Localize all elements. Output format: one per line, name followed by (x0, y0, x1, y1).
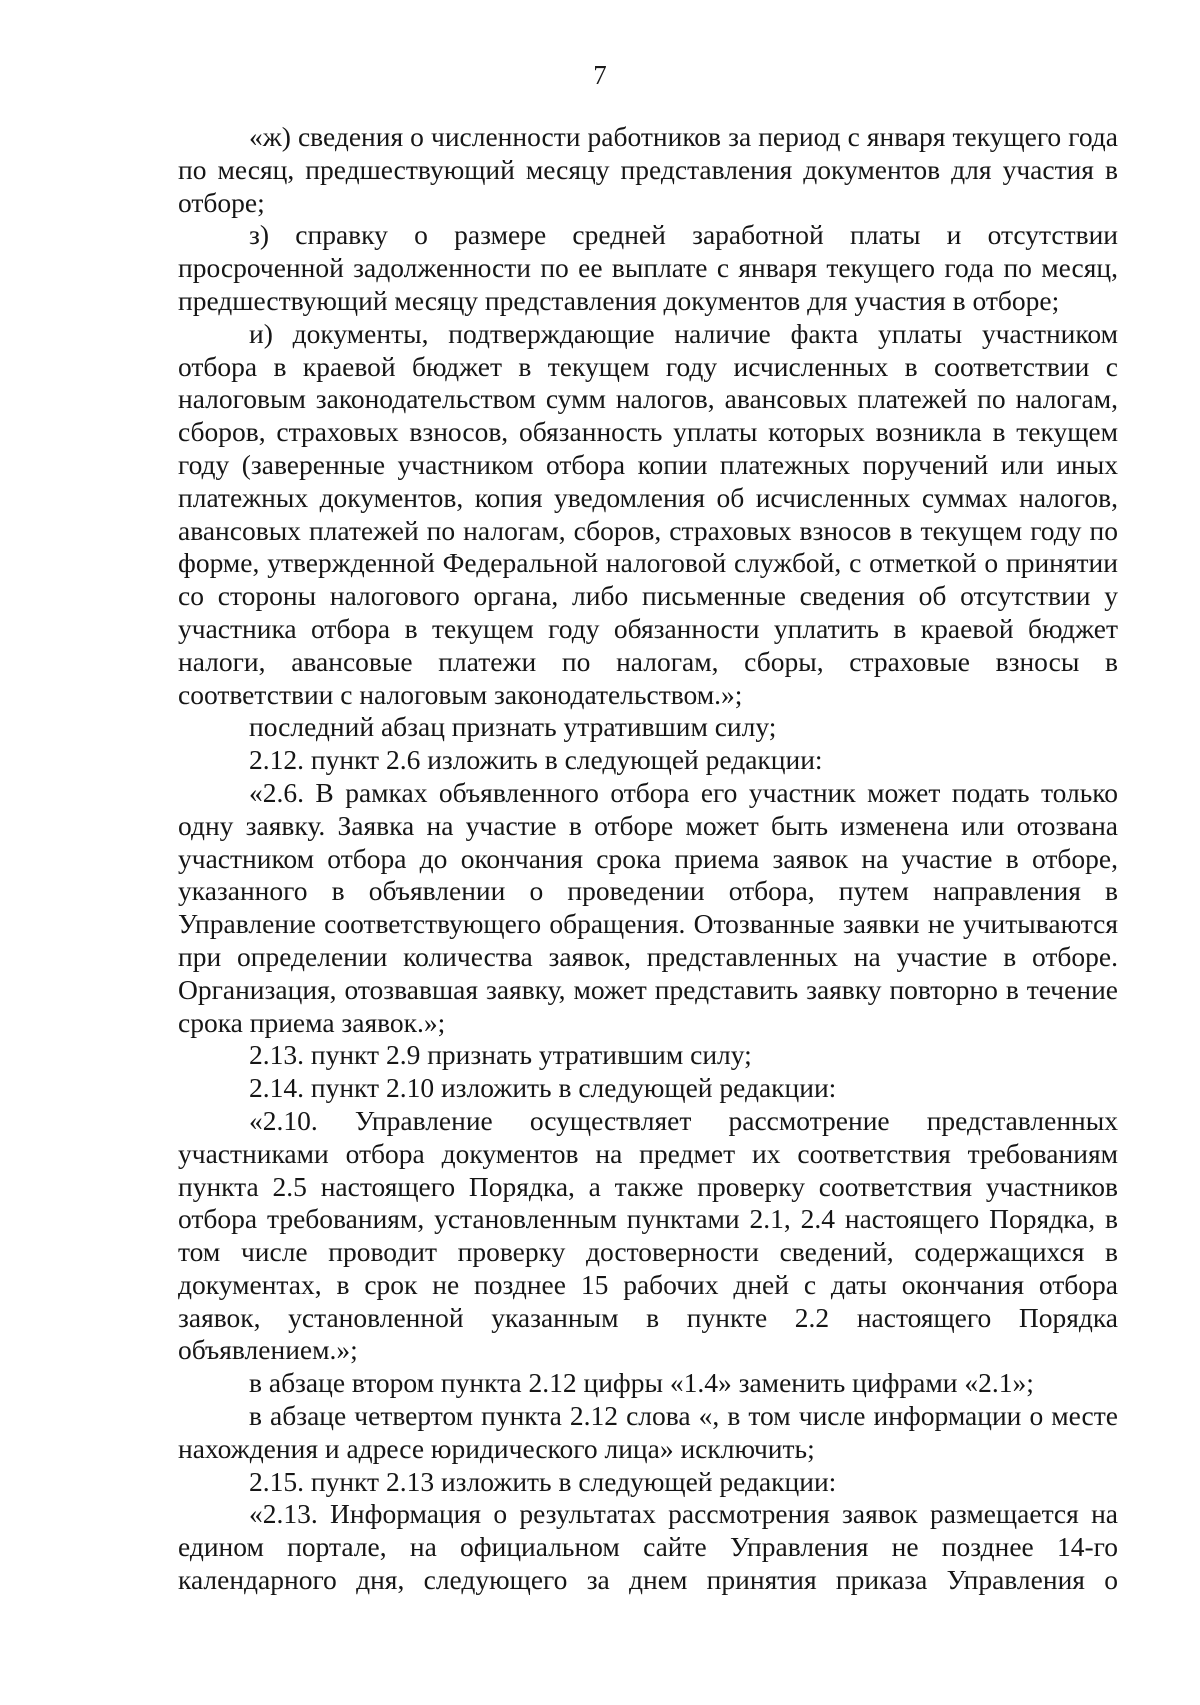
paragraph-last-abzac: последний абзац признать утратившим силу; (249, 711, 777, 743)
paragraph-2-15: 2.15. пункт 2.13 изложить в следующей редакции: (249, 1465, 837, 1497)
paragraph-abzac-chetvertom: в абзаце четвертом пункта 2.12 слова «, в том числе информации о месте нахождения и адресе юридического лица» исключить; (178, 1400, 1118, 1464)
paragraph-item-z: з) справку о размере средней заработной платы и отсутствии просроченной задолженности по ее выплате с января текущего года по месяц, предшествующий месяцу представления документов для участия в отборе; (178, 219, 1118, 316)
page-number: 7 (593, 60, 607, 90)
paragraph-2-13: 2.13. пункт 2.9 признать утратившим силу; (249, 1039, 752, 1071)
paragraph-item-i: и) документы, подтверждающие наличие факта уплаты участником отбора в краевой бюджет в текущем году исчисленных в соответствии с налоговым законодательством сумм налогов, авансовых платежей по налогам, сборов, страховых взносов, обязанность уплаты которых возникла в текущем году (заверенные участником отбора копии платежных поручений или иных платежных документов, копия уведомления об исчисленных суммах налогов, авансовых платежей по налогам, сборов, страховых взносов в текущем году по форме, утвержденной Федеральной налоговой службой, с отметкой о принятии со стороны налогового органа, либо письменные сведения об отсутствии у участника отбора в текущем году обязанности уплатить в краевой бюджет налоги, авансовые платежи по налогам, сборы, страховые взносы в соответствии с налоговым законодательством.»; (178, 317, 1118, 710)
paragraph-2-12: 2.12. пункт 2.6 изложить в следующей редакции: (249, 744, 823, 776)
paragraph-2-14: 2.14. пункт 2.10 изложить в следующей редакции: (249, 1072, 837, 1104)
document-body (178, 121, 1118, 1597)
paragraph-item-zh: «ж) сведения о численности работников за период с января текущего года по месяц, предшествующий месяцу представления документов для участия в отборе; (178, 121, 1118, 218)
paragraph-2-13-text: «2.13. Информация о результатах рассмотрения заявок размещается на едином портале, на официальном сайте Управления не позднее 14-го календарного дня, следующего за днем принятия приказа Управления о (178, 1498, 1118, 1596)
paragraph-abzac-vtorom: в абзаце втором пункта 2.12 цифры «1.4» заменить цифрами «2.1»; (249, 1367, 1034, 1399)
paragraph-2-6-text: «2.6. В рамках объявленного отбора его участник может подать только одну заявку. Заявка на участие в отборе может быть изменена или отозвана участником отбора до окончания срока приема заявок на участие в отборе, указанного в объявлении о проведении отбора, путем направления в Управление соответствующего обращения. Отозванные заявки не учитываются при определении количества заявок, представленных на участие в отборе. Организация, отозвавшая заявку, может представить заявку повторно в течение срока приема заявок.»; (178, 776, 1118, 1038)
paragraph-2-10-text: «2.10. Управление осуществляет рассмотрение представленных участниками отбора документов на предмет их соответствия требованиям пункта 2.5 настоящего Порядка, а также проверку соответствия участников отбора требованиям, установленным пунктами 2.1, 2.4 настоящего Порядка, в том числе проводит проверку достоверности сведений, содержащихся в документах, в срок не позднее 15 рабочих дней с даты окончания отбора заявок, установленной указанным в пункте 2.2 настоящего Порядка объявлением.»; (178, 1104, 1118, 1366)
